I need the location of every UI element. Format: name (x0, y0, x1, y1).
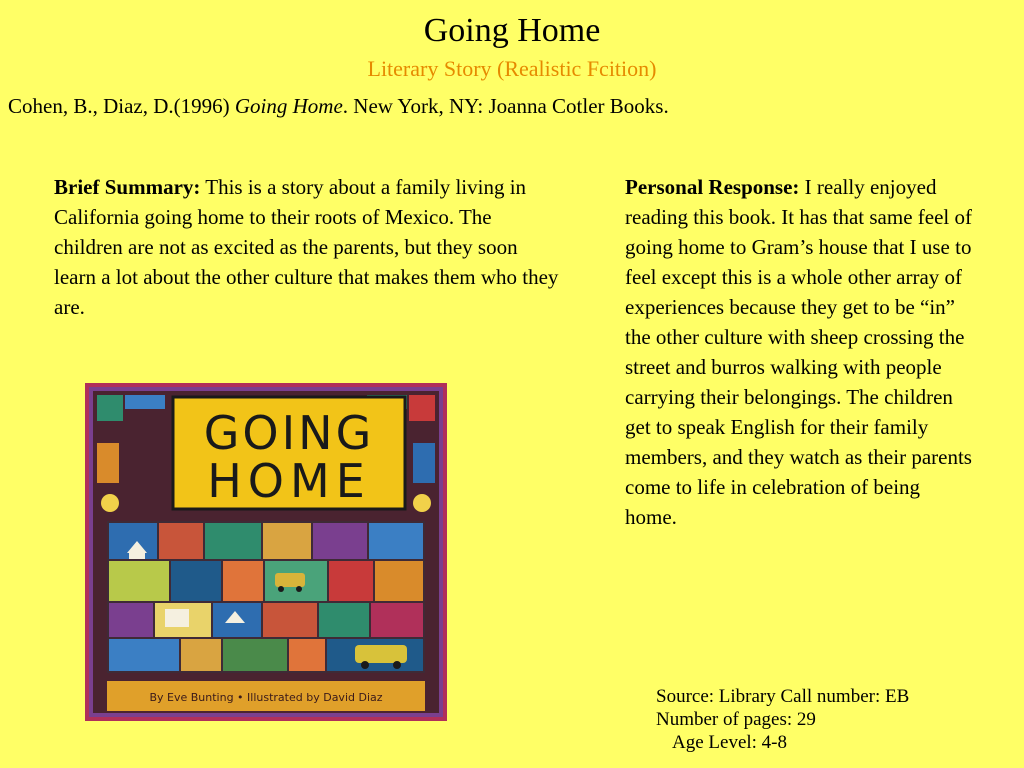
citation (8, 92, 1008, 120)
brief-summary-text: This is a story about a family living in California going home to their roots of Mexico. The children are not as excited as the parents, but they soon learn a lot about the other culture that makes them who they are. (54, 175, 559, 319)
cover-byline: By Eve Bunting • Illustrated by David Diaz (149, 691, 383, 704)
source-info (656, 685, 996, 754)
brief-summary (54, 172, 564, 322)
citation-authors: Cohen, B., Diaz, D.(1996) (8, 94, 235, 118)
book-cover-image (85, 383, 447, 721)
slide-title: Going Home (423, 12, 601, 49)
cover-title-line2: HOME (207, 454, 371, 508)
number-of-pages: Number of pages: 29 (656, 709, 816, 730)
personal-response-label: Personal Response: (625, 175, 800, 199)
cover-title-line1: GOING (203, 406, 375, 460)
book-cover-illustration (85, 383, 447, 721)
personal-response-text: I really enjoyed reading this book. It has that same feel of going home to Gram’s house that I use to feel except this is a whole other array of experiences because they get to be “in” the other culture with sheep crossing the street and burros walking with people carrying their belongings. The children get to speak English for their family members, and they watch as their parents come to life in celebration of being home. (625, 175, 972, 529)
slide-subtitle: Literary Story (Realistic Fcition) (367, 56, 657, 81)
personal-response (625, 172, 975, 532)
citation-publisher: . New York, NY: Joanna Cotler Books. (342, 94, 669, 118)
library-call-number: Source: Library Call number: EB (656, 686, 910, 707)
brief-summary-label: Brief Summary: (54, 175, 201, 199)
citation-book-title: Going Home (234, 94, 343, 118)
cover-village-mosaic (107, 521, 425, 673)
age-level: Age Level: 4-8 (672, 732, 788, 753)
